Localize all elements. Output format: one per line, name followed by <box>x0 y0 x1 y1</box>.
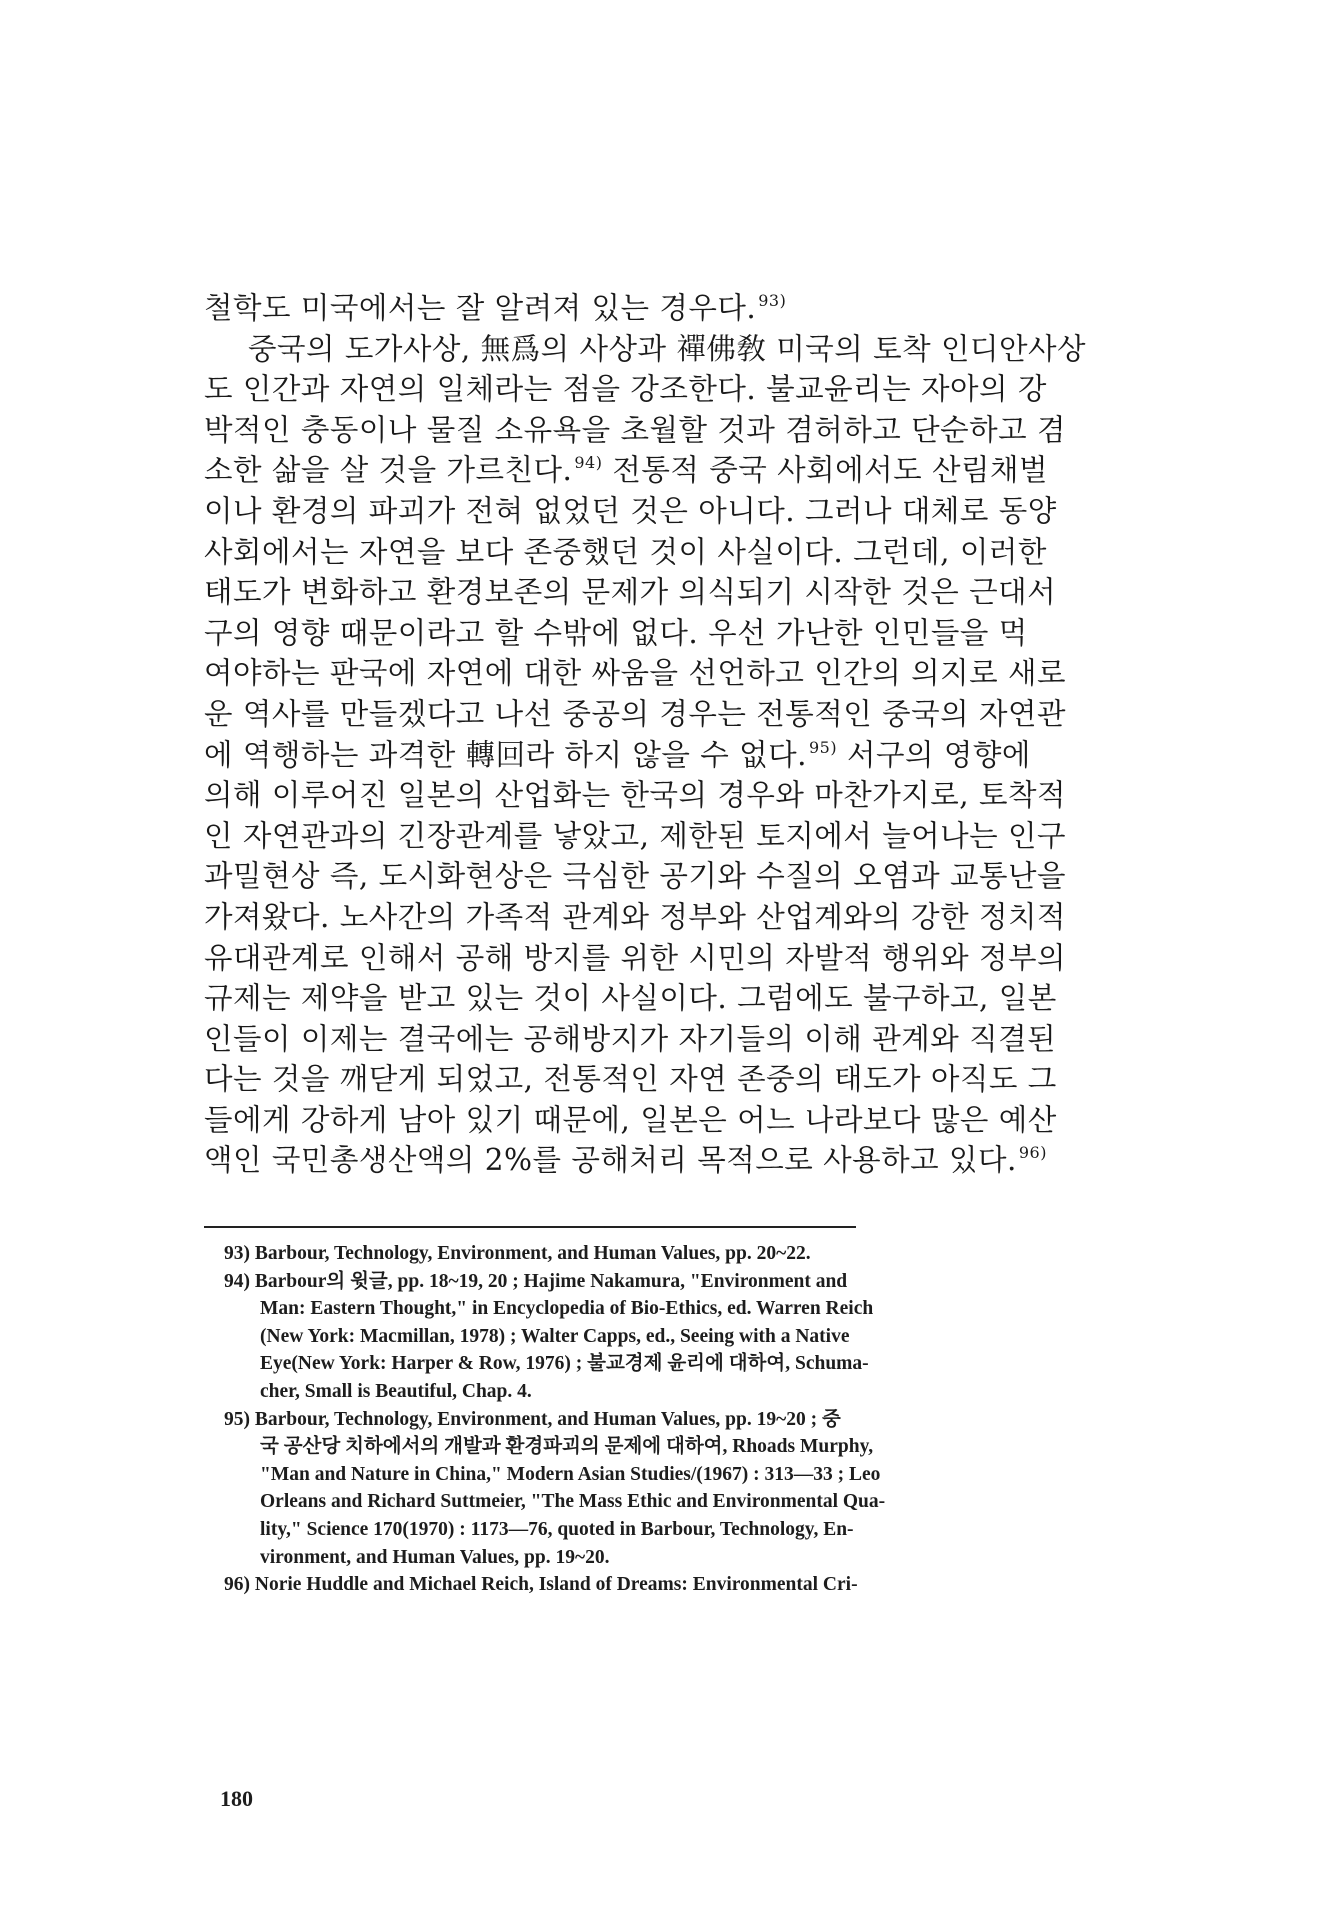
text-line: 여야하는 판국에 자연에 대한 싸움을 선언하고 인간의 의지로 새로 <box>204 656 1066 691</box>
footnote-95 <box>224 1406 1104 1572</box>
text-line: 규제는 제약을 받고 있는 것이 사실이다. 그럼에도 불구하고, 일본 <box>204 981 1057 1016</box>
footnote-line: cher, Small is Beautiful, Chap. 4. <box>260 1380 532 1402</box>
text-line: 이나 환경의 파괴가 전혀 없었던 것은 아니다. 그러나 대체로 동양 <box>204 493 1057 528</box>
text-line: 유대관계로 인해서 공해 방지를 위한 시민의 자발적 행위와 정부의 <box>204 940 1066 975</box>
footnote-93 <box>224 1240 1104 1268</box>
footnote-line: Man: Eastern Thought," in Encyclopedia of Bio-Ethics, ed. Warren Reich <box>260 1298 874 1320</box>
text-line: 운 역사를 만들겠다고 나선 중공의 경우는 전통적인 중국의 자연관 <box>204 696 1066 731</box>
footnote-line: vironment, and Human Values, pp. 19~20. <box>260 1546 610 1568</box>
footnote-line: 95) Barbour, Technology, Environment, and Human Values, pp. 19~20 ; 중 <box>224 1408 841 1430</box>
text-line: 소한 삶을 살 것을 가르친다. $^{94)}$ 전통적 중국 사회에서도 산림채벌 <box>204 453 1048 488</box>
text-line: 의해 이루어진 일본의 산업화는 한국의 경우와 마찬가지로, 토착적 <box>204 778 1066 813</box>
text-line: 사회에서는 자연을 보다 존중했던 것이 사실이다. 그런데, 이러한 <box>204 534 1047 569</box>
footnote-ref-93: 93) <box>758 291 787 310</box>
footnote-96 <box>224 1571 1104 1599</box>
text-line: 인들이 이제는 결국에는 공해방지가 자기들의 이해 관계와 직결된 <box>204 1021 1057 1056</box>
footnote-line: Orleans and Richard Suttmeier, "The Mass Ethic and Environmental Qua- <box>260 1491 886 1513</box>
text-line: 철학도 미국에서는 잘 알려져 있는 경우다. $^{93)}$ <box>204 291 787 325</box>
footnote-line: lity," Science 170(1970) : 1173—76, quoted in Barbour, Technology, En- <box>260 1518 854 1540</box>
footnotes <box>224 1240 1104 1599</box>
text-line: 액인 국민총생산액의 2%를 공해처리 목적으로 사용하고 있다. $^{96)}$ <box>204 1143 1047 1178</box>
footnote-divider <box>204 1226 856 1228</box>
body-text <box>204 288 1124 1181</box>
text-line: 태도가 변화하고 환경보존의 문제가 의식되기 시작한 것은 근대서 <box>204 575 1057 610</box>
text-line: 들에게 강하게 남아 있기 때문에, 일본은 어느 나라보다 많은 예산 <box>204 1102 1057 1137</box>
text-line: 중국의 도가사상, 無爲의 사상과 禪佛敎 미국의 토착 인디안사상 <box>248 331 1086 366</box>
text-line: 가져왔다. 노사간의 가족적 관계와 정부와 산업계와의 강한 정치적 <box>204 899 1066 934</box>
text-line: 박적인 충동이나 물질 소유욕을 초월할 것과 겸허하고 단순하고 겸 <box>204 412 1066 447</box>
footnote-line: 96) Norie Huddle and Michael Reich, Island of Dreams: Environmental Cri- <box>224 1574 858 1596</box>
text-line: 도 인간과 자연의 일체라는 점을 강조한다. 불교윤리는 자아의 강 <box>204 372 1047 407</box>
footnote-line: 94) Barbour의 윗글, pp. 18~19, 20 ; Hajime Nakamura, "Environment and <box>224 1270 848 1292</box>
footnote-ref-95: 95) <box>808 737 838 757</box>
footnote-ref-94: 94) <box>574 453 603 473</box>
footnote-ref-96: 96) <box>1018 1143 1047 1163</box>
text-line: 구의 영향 때문이라고 할 수밖에 없다. 우선 가난한 인민들을 먹 <box>204 615 1028 650</box>
text-line: 인 자연관과의 긴장관계를 낳았고, 제한된 토지에서 늘어나는 인구 <box>204 818 1066 853</box>
page-number: 180 <box>220 1786 253 1811</box>
footnote-line: Eye(New York: Harper & Row, 1976) ; 불교경제 윤리에 대하여, Schuma- <box>260 1353 869 1375</box>
text-line: 다는 것을 깨닫게 되었고, 전통적인 자연 존중의 태도가 아직도 그 <box>204 1062 1057 1097</box>
text-line: 에 역행하는 과격한 轉回라 하지 않을 수 없다. $^{95)}$ 서구의 영향에 <box>204 737 1031 772</box>
text-line: 과밀현상 즉, 도시화현상은 극심한 공기와 수질의 오염과 교통난을 <box>204 859 1066 894</box>
footnote-94 <box>224 1268 1104 1406</box>
footnote-line: (New York: Macmillan, 1978) ; Walter Capps, ed., Seeing with a Native <box>260 1325 850 1347</box>
footnote-line: 국 공산당 치하에서의 개발과 환경파괴의 문제에 대하여, Rhoads Murphy, <box>260 1436 874 1458</box>
footnote-line: "Man and Nature in China," Modern Asian Studies/(1967) : 313—33 ; Leo <box>260 1463 881 1485</box>
footnote-line: 93) Barbour, Technology, Environment, and Human Values, pp. 20~22. <box>224 1243 811 1264</box>
